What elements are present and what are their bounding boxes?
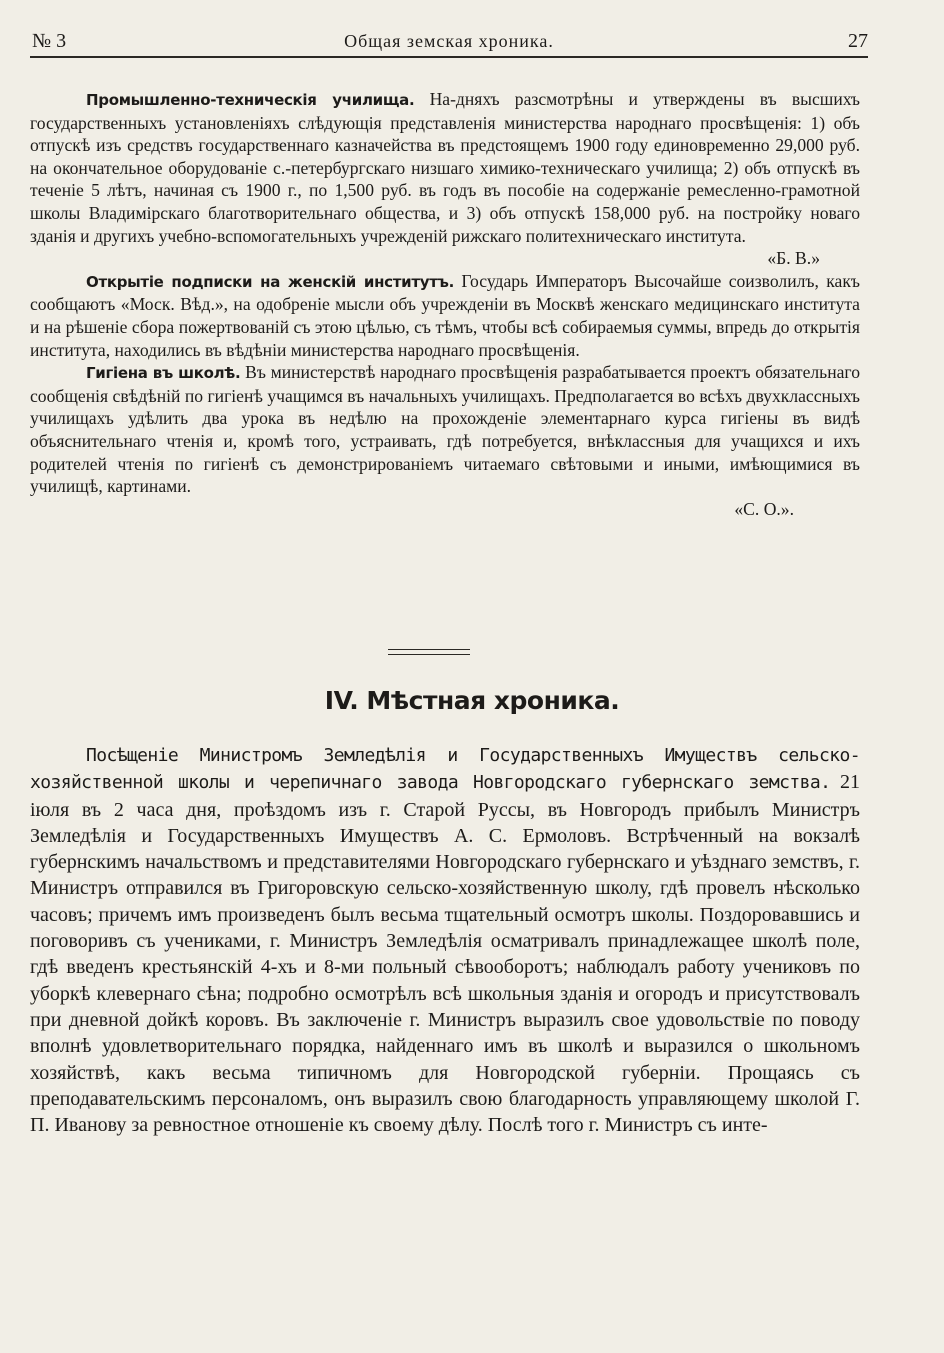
double-rule-divider xyxy=(388,649,470,655)
section-heading: IV. Мѣстная хроника. xyxy=(324,686,620,715)
article-text: Государь Императоръ Высочайше соизволилъ, какъ сообщаютъ «Моск. Вѣд.», на одобреніе мысли объ учрежденіи въ Москвѣ женскаго медицинскаго института и на рѣшеніе сбора пожертвованій съ этою цѣлью, съ тѣмъ, чтобы всѣ собираемыя суммы, впредь до открытія института, находились въ вѣдѣніи министерства народнаго просвѣщенія. xyxy=(30,270,860,360)
news-column xyxy=(30,88,860,520)
article-womens-institute xyxy=(30,270,860,361)
local-chronicle-article xyxy=(30,742,860,1138)
article-ministers-visit xyxy=(30,742,860,1138)
article-text: На-дняхъ разсмотрѣны и утверждены въ высшихъ государственныхъ установленіяхъ слѣдующія представленія министерства народнаго просвѣщенія: 1) объ отпускѣ изъ средствъ государственнаго казначейства въ предстоящемъ 1900 году единовременно 29,000 руб. на окончательное оборудованіе с.-петербургскаго низшаго химико-техническаго училища; 2) объ отпускѣ въ теченіе 5 лѣтъ, начиная съ 1900 г., по 1,500 руб. въ годъ въ пособіе на содержаніе ремесленно-грамотной школы Владимірскаго благотворительнаго общества, и 3) объ отпускѣ 158,000 руб. на постройку новаго зданія и другихъ учебно-вспомогательныхъ учрежденій рижскаго политехническаго института. xyxy=(30,89,860,246)
article-lead-heading: Посѣщеніе Министромъ Земледѣлія и Государственныхъ Имуществъ сельско-хозяйственной школы и черепичнаго завода Новгородскаго губернскаго земства. xyxy=(30,745,860,794)
article-text: 21 іюля въ 2 часа дня, проѣздомъ изъ г. Старой Руссы, въ Новгородъ прибылъ Министръ Земледѣлія и Государственныхъ Имуществъ А. С. Ермоловъ. Встрѣченный на вокзалѣ губернскимъ начальствомъ и представителями Новгородскаго губернскаго и уѣзднаго земствъ, г. Министръ отправился въ Григоровскую сельско-хозяйственную школу, гдѣ провелъ нѣсколько часовъ; причемъ имъ произведенъ былъ весьма тщательный осмотръ школы. Поздоровавшись и поговоривъ съ учениками, г. Министръ Земледѣлія осматривалъ принадлежащее школѣ поле, гдѣ введенъ крестьянскій 4-хъ и 8-ми польный сѣвооборотъ; наблюдалъ работу учениковъ по уборкѣ клевернаго сѣна; подробно осмотрѣлъ всѣ школьныя зданія и огородъ и присутствовалъ при дневной дойкѣ коровъ. Въ заключеніе г. Министръ выразилъ свое удовольствіе по поводу вполнѣ удовлетворительнаго порядка, найденнаго имъ въ школѣ и выразился о школьномъ хозяйствѣ, какъ весьма типичномъ для Новгородской губерніи. Прощаясь съ преподавательскимъ персоналомъ, онъ выразилъ свою благодарность управляющему школой Г. П. Иванову за ревностное отношеніе къ своему дѣлу. Послѣ того г. Министръ съ инте- xyxy=(30,771,860,1137)
article-school-hygiene xyxy=(30,361,860,498)
article-heading: Открытіе подписки на женскій институтъ. xyxy=(86,272,455,291)
section-running-title: Общая земская хроника. xyxy=(344,31,554,51)
article-technical-schools xyxy=(30,88,860,247)
issue-number: № 3 xyxy=(32,30,67,52)
page-number: 27 xyxy=(848,30,868,52)
article-heading: Гигіена въ школѣ. xyxy=(86,364,241,383)
article-heading: Промышленно-техническія училища. xyxy=(86,91,415,109)
article-signature: «Б. В.» xyxy=(767,248,820,269)
running-header xyxy=(30,28,868,58)
article-signature: «С. О.». xyxy=(734,498,794,519)
article-text: Въ министерствѣ народнаго просвѣщенія разрабатывается проектъ обязательнаго сообщенія свѣдѣній по гигіенѣ учащимся въ начальныхъ училищахъ. Предполагается во всѣхъ двухклассныхъ училищахъ удѣлить два урока въ недѣлю на прохожденіе элементарнаго курса гигіены въ видѣ объяснительнаго чтенія и, кромѣ того, устраивать, гдѣ потребуется, внѣклассныя для учащихся и ихъ родителей чтенія по гигіенѣ съ демонстрированіемъ читаемаго свѣтовыми и иными, имѣющимися въ училищѣ, картинами. xyxy=(30,362,860,497)
